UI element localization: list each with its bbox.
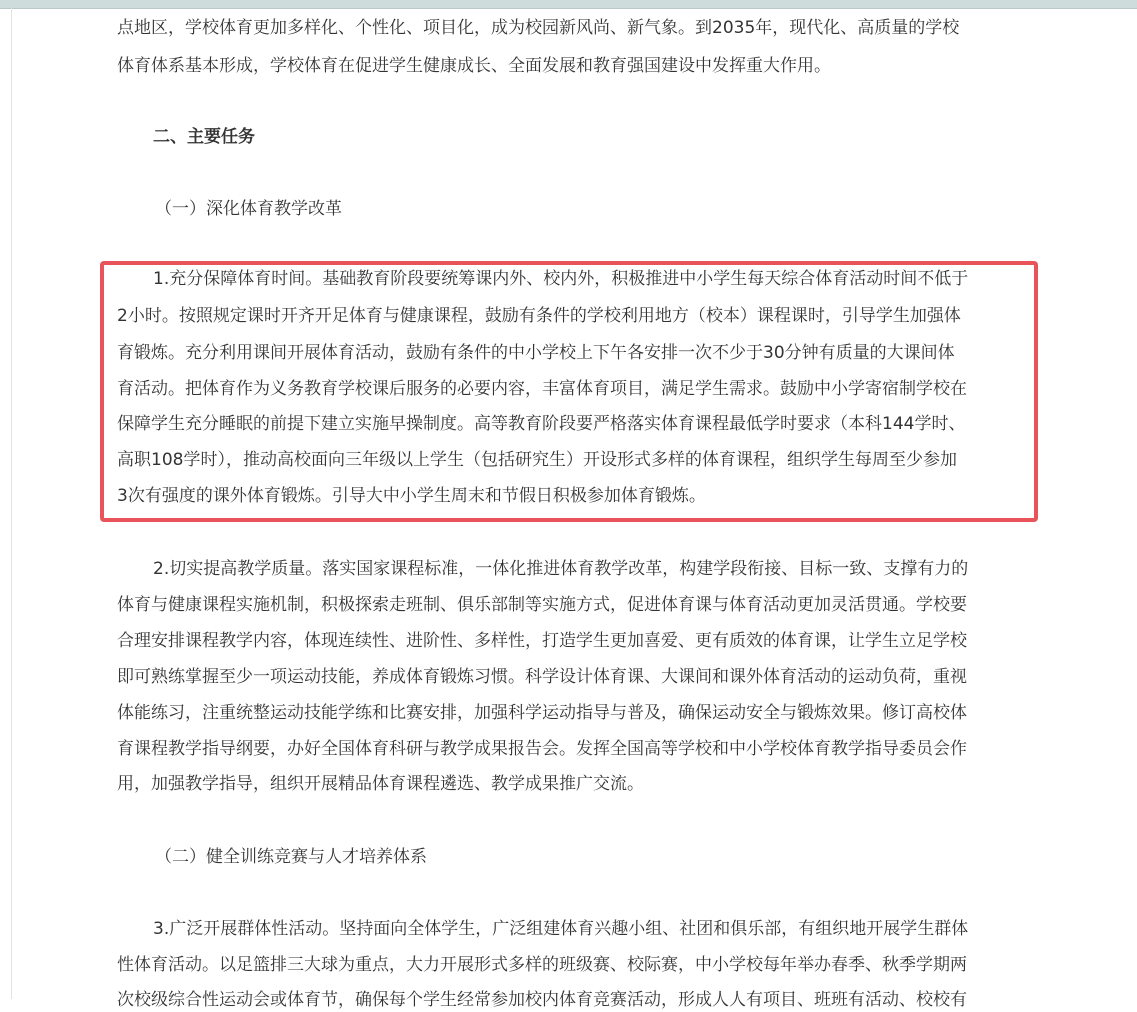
subsection-heading: （二）健全训练竞赛与人才培养体系 <box>155 847 427 867</box>
intro-line: 体育体系基本形成，学校体育在促进学生健康成长、全面发展和教育强国建设中发挥重大作用。 <box>117 56 831 76</box>
section-heading: 二、主要任务 <box>153 127 255 147</box>
paragraph-line: 体能练习，注重统整运动技能学练和比赛安排，加强科学运动指导与普及，确保运动安全与锻炼效果。修订高校体 <box>117 703 967 723</box>
paragraph-line: 高职108学时），推动高校面向三年级以上学生（包括研究生）开设形式多样的体育课程，组织学生每周至少参加 <box>117 450 957 470</box>
paragraph-line: 育活动。把体育作为义务教育学校课后服务的必要内容，丰富体育项目，满足学生需求。鼓励中小学寄宿制学校在 <box>117 379 967 399</box>
subsection-heading: （一）深化体育教学改革 <box>155 199 342 219</box>
paragraph-line: 2小时。按照规定课时开齐开足体育与健康课程，鼓励有条件的学校利用地方（校本）课程课时，引导学生加强体 <box>117 306 961 326</box>
paragraph-line: 次校级综合性运动会或体育节，确保每个学生经常参加校内体育竞赛活动，形成人人有项目、班班有活动、校校有 <box>117 990 967 1010</box>
intro-line: 点地区，学校体育更加多样化、个性化、项目化，成为校园新风尚、新气象。到2035年，现代化、高质量的学校 <box>117 18 960 38</box>
paragraph-line: 3次有强度的课外体育锻炼。引导大中小学生周末和节假日积极参加体育锻炼。 <box>117 486 706 506</box>
paragraph-line: 2.切实提高教学质量。落实国家课程标准，一体化推进体育教学改革，构建学段衔接、目标一致、支撑有力的 <box>153 559 969 579</box>
paragraph-line: 性体育活动。以足篮排三大球为重点，大力开展形式多样的班级赛、校际赛，中小学校每年举办春季、秋季学期两 <box>117 955 967 975</box>
paragraph-line: 3.广泛开展群体性活动。坚持面向全体学生，广泛组建体育兴趣小组、社团和俱乐部，有组织地开展学生群体 <box>153 919 969 939</box>
paragraph-line: 1.充分保障体育时间。基础教育阶段要统筹课内外、校内外，积极推进中小学生每天综合体育活动时间不低于 <box>153 269 969 289</box>
paragraph-line: 保障学生充分睡眠的前提下建立实施早操制度。高等教育阶段要严格落实体育课程最低学时要求（本科144学时、 <box>117 414 966 434</box>
paragraph-line: 合理安排课程教学内容，体现连续性、进阶性、多样性，打造学生更加喜爱、更有质效的体育课，让学生立足学校 <box>117 631 967 651</box>
paragraph-line: 即可熟练掌握至少一项运动技能，养成体育锻炼习惯。科学设计体育课、大课间和课外体育活动的运动负荷，重视 <box>117 667 967 687</box>
paragraph-line: 育锻炼。充分利用课间开展体育活动，鼓励有条件的中小学校上下午各安排一次不少于30分钟有质量的大课间体 <box>117 343 955 363</box>
paragraph-line: 育课程教学指导纲要，办好全国体育科研与教学成果报告会。发挥全国高等学校和中小学校体育教学指导委员会作 <box>117 739 967 759</box>
paragraph-line: 体育与健康课程实施机制，积极探索走班制、俱乐部制等实施方式，促进体育课与体育活动更加灵活贯通。学校要 <box>117 595 967 615</box>
paragraph-line: 用，加强教学指导，组织开展精品体育课程遴选、教学成果推广交流。 <box>117 774 644 794</box>
